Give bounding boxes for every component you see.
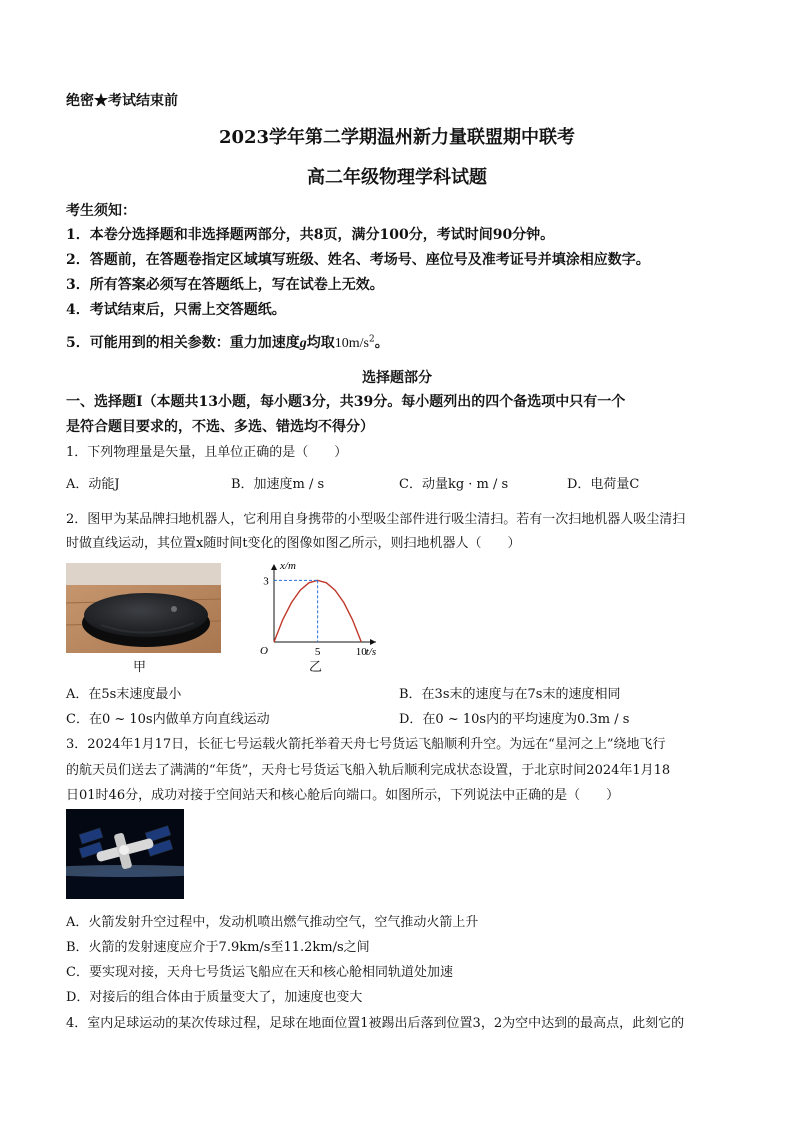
q3-stem-line2: 的航天员们送去了满满的“年货”，天舟七号货运飞船入轨后顺利完成状态设置，于北京时间2024年1月18 xyxy=(66,763,671,778)
q1-option-a: A．动能J xyxy=(66,477,120,492)
notice-heading: 考生须知： xyxy=(66,203,136,219)
q2-option-c: C．在0 ~ 10s内做单方向直线运动 xyxy=(66,712,270,727)
q3-option-c: C．要实现对接，天舟七号货运飞船应在天和核心舱相同轨道处加速 xyxy=(66,965,453,980)
q2-option-a: A．在5s末速度最小 xyxy=(66,687,182,702)
q2-option-b: B．在3s末的速度与在7s末的速度相同 xyxy=(399,687,621,702)
q1-stem: 1．下列物理量是矢量，且单位正确的是（ ） xyxy=(66,445,348,460)
q4-stem-line1: 4．室内足球运动的某次传球过程，足球在地面位置1被踢出后落到位置3，2为空中达到的最高点，此刻它的 xyxy=(66,1016,685,1031)
y-axis-label: x/m xyxy=(280,560,296,572)
x-axis-label: t/s xyxy=(365,646,377,658)
q3-stem-line1: 3．2024年1月17日，长征七号运载火箭托举着天舟七号货运飞船顺利升空。为远在“星河之上”绕地飞行 xyxy=(66,737,666,752)
position-time-chart xyxy=(250,560,380,665)
y-axis-arrow xyxy=(271,564,277,570)
part1-instructions-line1: 一、选择题Ⅰ（本题共13小题，每小题3分，共39分。每小题列出的四个备选项中只有一个 xyxy=(66,394,626,410)
notice-item-3: 3．所有答案必须写在答题纸上，写在试卷上无效。 xyxy=(66,277,384,293)
q2-stem-line1: 2．图甲为某品牌扫地机器人，它利用自身携带的小型吸尘部件进行吸尘清扫。若有一次扫地机器人吸尘清扫 xyxy=(66,512,686,527)
x-tick-5: 5 xyxy=(314,646,321,658)
x-axis-arrow xyxy=(370,639,376,645)
q3-option-a: A．火箭发射升空过程中，发动机喷出燃气推动空气，空气推动火箭上升 xyxy=(66,915,479,930)
q1-option-c: C．动量kg · m / s xyxy=(399,477,509,492)
y-tick-3: 3 xyxy=(263,575,269,588)
notice-item-1: 1．本卷分选择题和非选择题两部分，共8页，满分100分，考试时间90分钟。 xyxy=(66,227,555,243)
q3-option-d: D．对接后的组合体由于质量变大了，加速度也变大 xyxy=(66,990,363,1005)
q3-stem-line3: 日01时46分，成功对接于空间站天和核心舱后向端口。如图所示，下列说法中正确的是（ ） xyxy=(66,788,620,803)
origin-label: O xyxy=(260,645,268,657)
fig-a-label: 甲 xyxy=(133,660,147,675)
fig-b-label: 乙 xyxy=(309,660,323,675)
notice-item-5: 5．可能用到的相关参数：重力加速度g均取$10m/s^2$。 xyxy=(66,334,389,351)
q2-stem-line2: 时做直线运动，其位置x随时间t变化的图像如图乙所示，则扫地机器人（ ） xyxy=(66,536,521,551)
space-station-photo xyxy=(66,809,184,899)
q1-option-b: B．加速度m / s xyxy=(231,477,325,492)
q2-option-d: D．在0 ~ 10s内的平均速度为0.3m / s xyxy=(399,712,630,727)
exam-title: 2023学年第二学期温州新力量联盟期中联考 xyxy=(218,127,576,148)
notice-item-2: 2．答题前，在答题卷指定区域填写班级、姓名、考场号、座位号及准考证号并填涂相应数字。 xyxy=(66,252,650,268)
x-tick-10: 10 xyxy=(355,646,367,658)
part1-instructions-line2: 是符合题目要求的，不选、多选、错选均不得分） xyxy=(66,419,374,435)
robot-vacuum-photo xyxy=(66,563,221,653)
q3-option-b: B．火箭的发射速度应介于7.9km/s至11.2km/s之间 xyxy=(66,940,370,955)
exam-subtitle: 高二年级物理学科试题 xyxy=(307,167,487,188)
section-title: 选择题部分 xyxy=(362,370,432,386)
notice-item-4: 4．考试结束后，只需上交答题纸。 xyxy=(66,302,286,318)
secret-label: 绝密★考试结束前 xyxy=(66,93,178,109)
q1-option-d: D．电荷量C xyxy=(567,477,640,492)
